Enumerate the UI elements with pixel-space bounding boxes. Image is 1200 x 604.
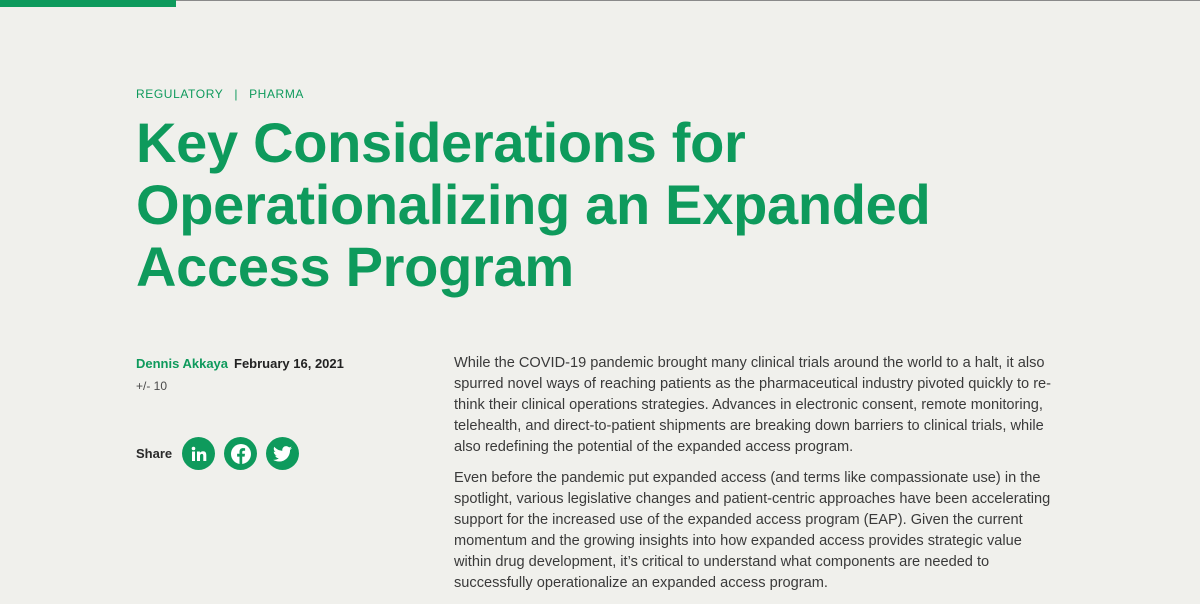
article-body bbox=[454, 353, 1054, 604]
facebook-icon bbox=[230, 443, 252, 465]
twitter-icon bbox=[273, 446, 292, 462]
category-tags bbox=[136, 87, 304, 101]
author-link[interactable]: Dennis Akkaya bbox=[136, 356, 229, 371]
read-time: +/- 10 bbox=[136, 379, 168, 393]
top-divider bbox=[0, 0, 1200, 1]
reading-progress-bar bbox=[0, 0, 176, 7]
byline bbox=[136, 356, 344, 371]
article-paragraph: Even before the pandemic put expanded access (and terms like compassionate use) in the spotlight, various legislative changes and patient-centric approaches have been accelerating support for the increased use of the expanded access program (EAP). Given the current momentum and the growing insights into how expanded access provides strategic value within drug development, it’s critical to understand what components are needed to successfully operationalize an expanded access program. bbox=[454, 470, 1051, 591]
linkedin-share-button[interactable] bbox=[182, 437, 215, 470]
publish-date: February 16, 2021 bbox=[234, 356, 344, 371]
share-bar bbox=[136, 437, 308, 470]
tag-separator: | bbox=[234, 87, 239, 101]
linkedin-icon bbox=[191, 446, 207, 462]
facebook-share-button[interactable] bbox=[224, 437, 257, 470]
article-paragraph: While the COVID-19 pandemic brought many clinical trials around the world to a halt, it also spurred novel ways of reaching patients as the pharmaceutical industry pivoted quickly to re-think their clinical operations strategies. Advances in electronic consent, remote monitoring, telehealth, and direct-to-patient shipments are breaking down barriers to clinical trials, while also redefining the potential of the expanded access program. bbox=[454, 355, 1052, 455]
share-label: Share bbox=[136, 446, 173, 461]
tag-regulatory[interactable]: REGULATORY bbox=[136, 87, 224, 101]
article-title: Key Considerations for Operationalizing an Expanded Access Program bbox=[136, 111, 931, 298]
tag-pharma[interactable]: PHARMA bbox=[249, 87, 305, 101]
twitter-share-button[interactable] bbox=[266, 437, 299, 470]
